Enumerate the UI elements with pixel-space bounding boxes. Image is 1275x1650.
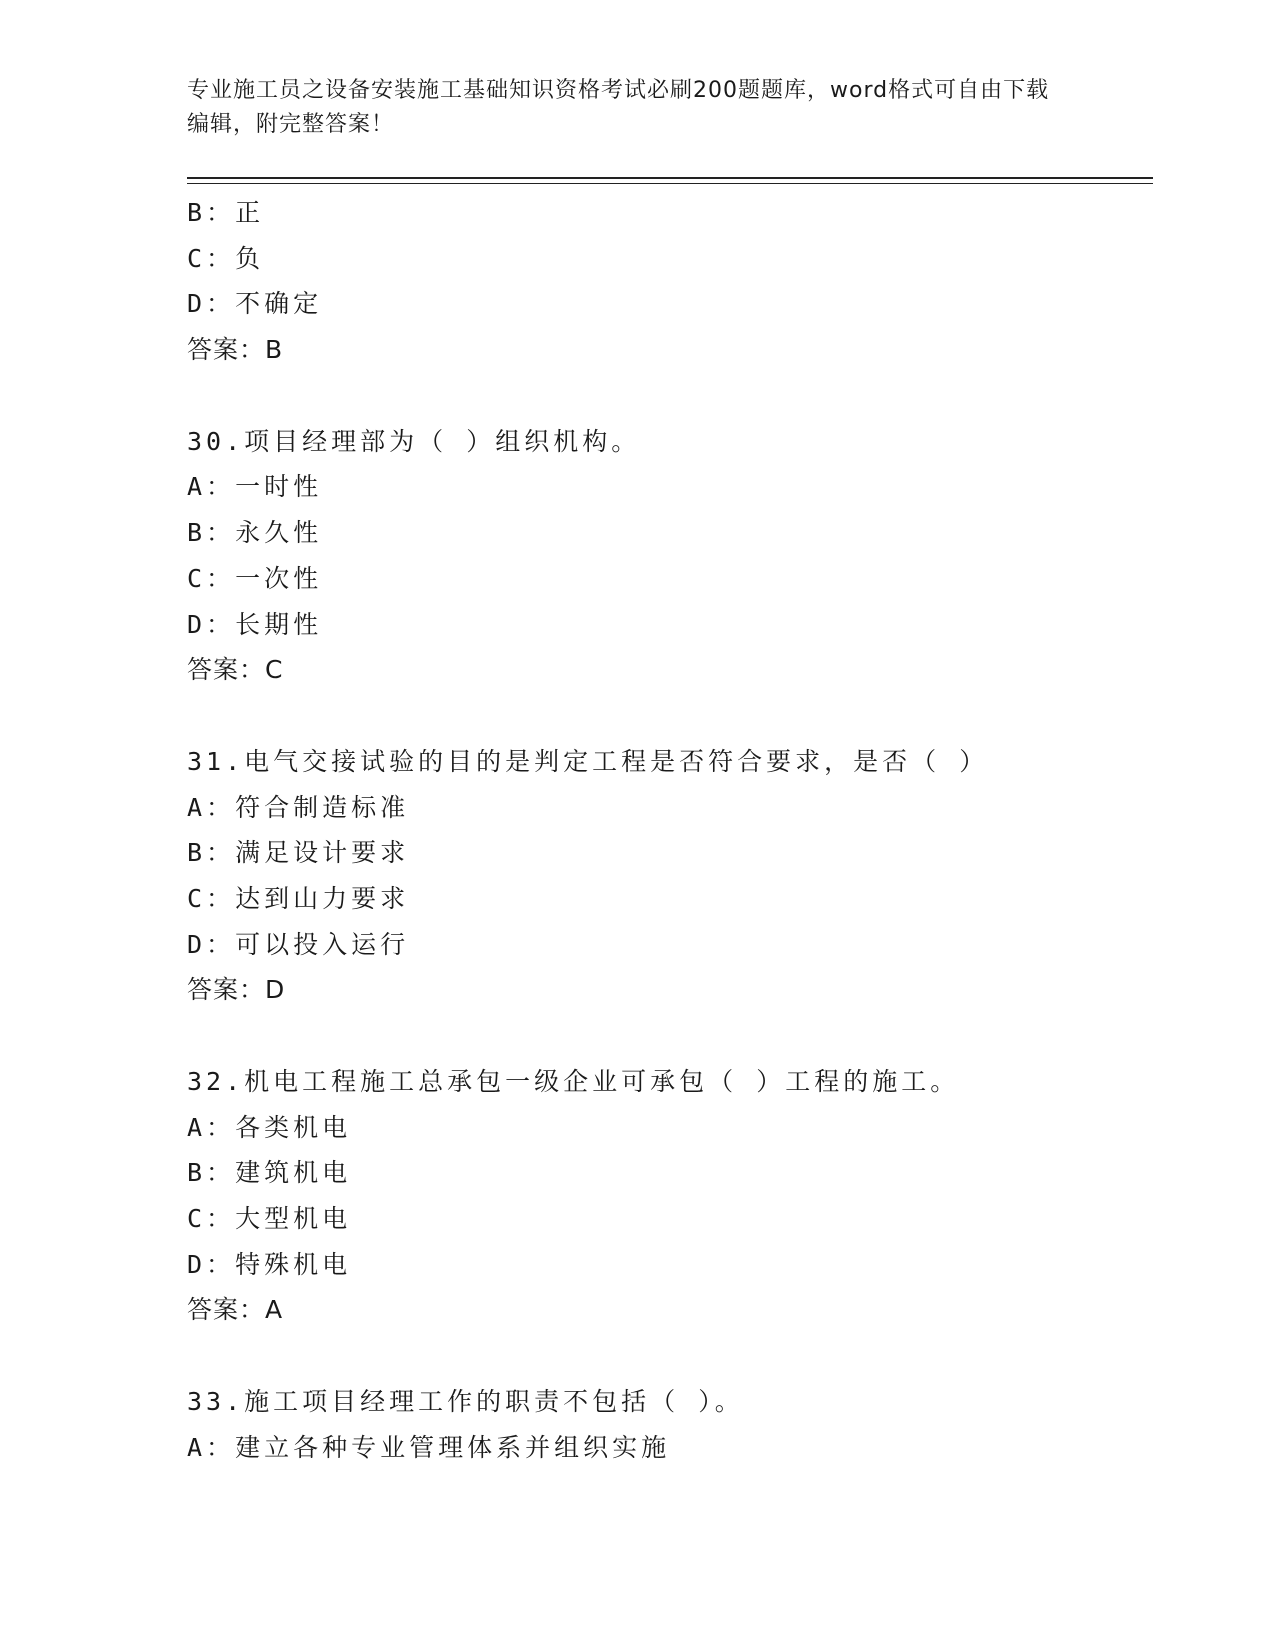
question-stem: 32.机电工程施工总承包一级企业可承包（ ）工程的施工。 — [187, 1067, 960, 1096]
option-c: C：达到山力要求 — [187, 883, 410, 913]
option-b: B：满足设计要求 — [187, 838, 410, 868]
option-c: C：负 — [187, 243, 265, 273]
option-a: A：一时性 — [187, 472, 323, 502]
question-stem: 33.施工项目经理工作的职责不包括（ ）。 — [187, 1387, 744, 1417]
answer-line: 答案：C — [187, 655, 284, 685]
question-stem: 31.电气交接试验的目的是判定工程是否符合要求，是否（ ） — [187, 746, 989, 776]
option-b: B：建筑机电 — [187, 1158, 352, 1188]
answer-line: 答案：D — [187, 975, 286, 1005]
option-d: D：不确定 — [187, 289, 323, 319]
option-d: D：特殊机电 — [187, 1249, 352, 1279]
question-stem: 30.项目经理部为（ ）组织机构。 — [187, 426, 641, 456]
question-33 — [187, 1379, 1153, 1470]
option-b: B：永久性 — [187, 518, 323, 548]
question-32 — [187, 1059, 1153, 1333]
answer-line: 答案：A — [187, 1295, 284, 1325]
option-c: C：大型机电 — [187, 1204, 352, 1234]
header-divider — [187, 177, 1153, 179]
answer-line: 答案：B — [187, 335, 284, 365]
question-partial — [187, 190, 1153, 373]
header-divider-thin — [187, 183, 1153, 184]
question-31 — [187, 739, 1153, 1013]
option-d: D：可以投入运行 — [187, 929, 410, 959]
option-a: A：符合制造标准 — [187, 792, 410, 822]
question-list — [187, 190, 1153, 1471]
option-a: A：建立各种专业管理体系并组织实施 — [187, 1432, 671, 1462]
document-title: 专业施工员之设备安装施工基础知识资格考试必刷200题题库，word格式可自由下载编辑，附完整答案！ — [187, 78, 1050, 137]
question-30 — [187, 419, 1153, 693]
option-a: A：各类机电 — [187, 1112, 352, 1142]
option-c: C：一次性 — [187, 563, 323, 593]
option-b: B：正 — [187, 198, 265, 227]
option-d: D：长期性 — [187, 609, 323, 639]
